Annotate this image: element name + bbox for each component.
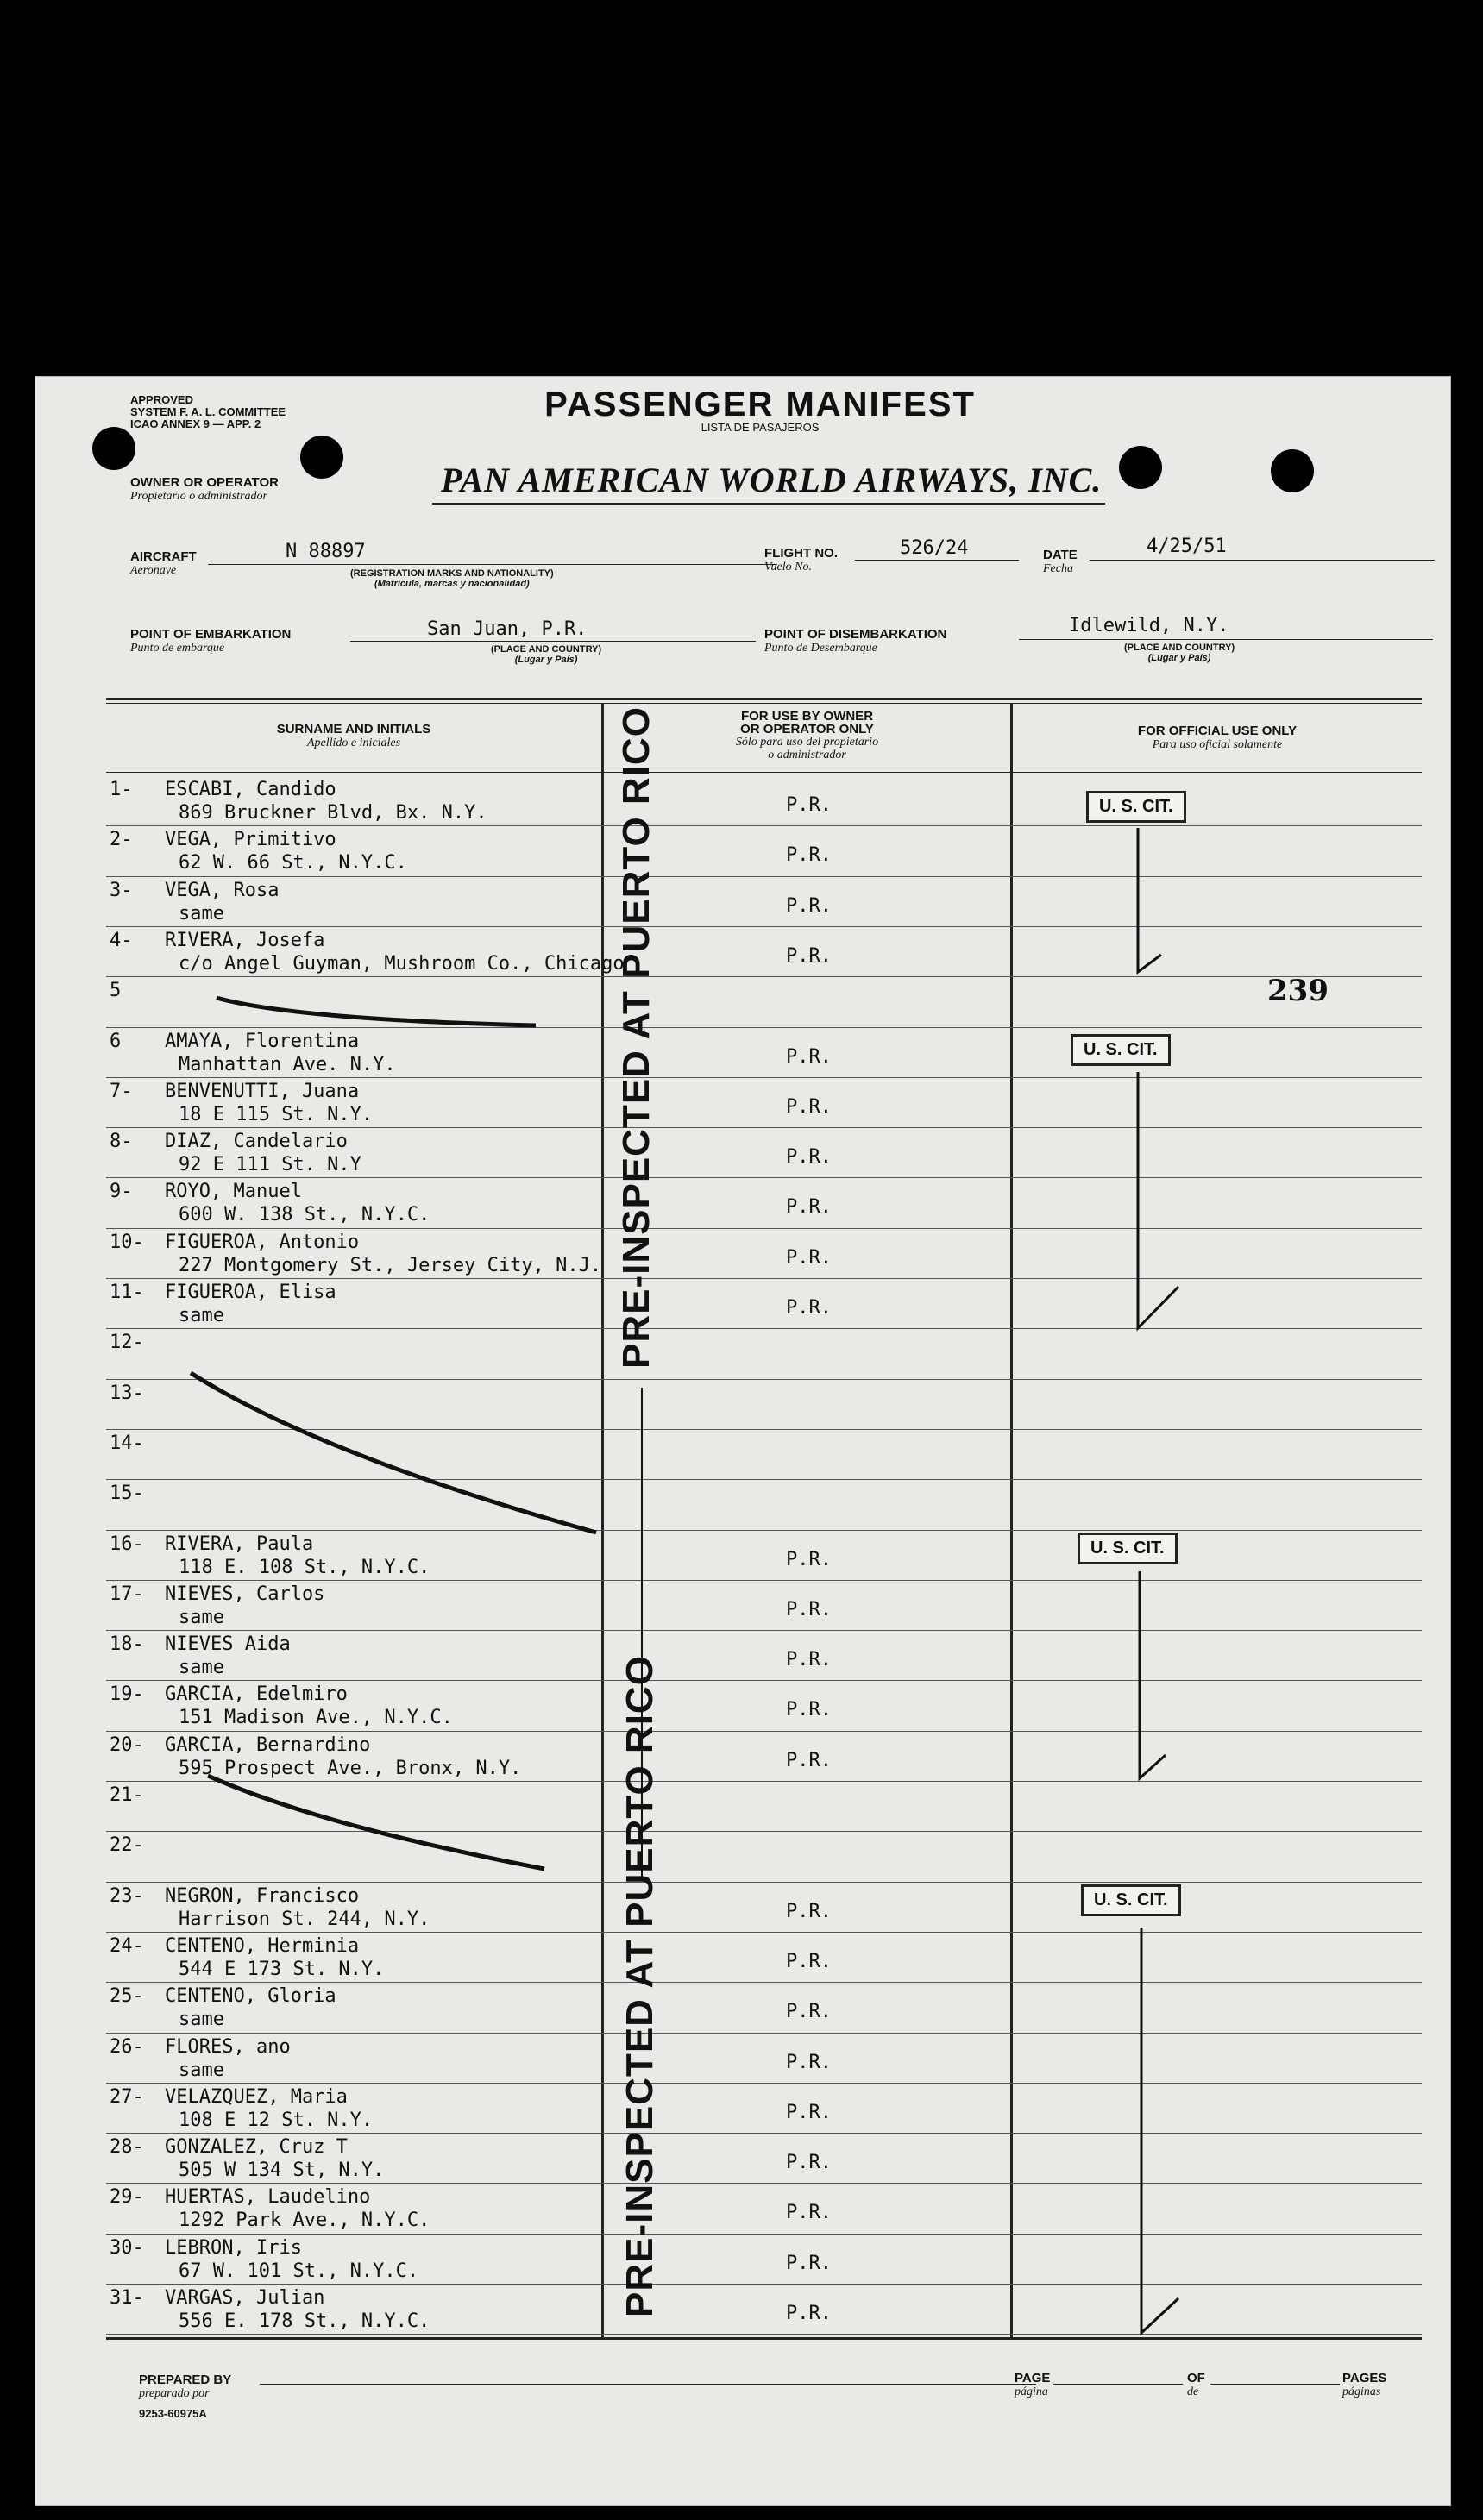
passenger-address: 227 Montgomery St., Jersey City, N.J.: [179, 1254, 602, 1276]
row-number: 17-: [110, 1583, 144, 1605]
column-header-owner-line: OR OPERATOR ONLY: [740, 722, 874, 737]
place-label-es: (Lugar y País): [1147, 653, 1211, 663]
passenger-address: 505 W 134 St, N.Y.: [179, 2160, 385, 2182]
bracket-line: [1138, 828, 1161, 972]
registration-label-es: (Matrícula, marcas y nacionalidad): [374, 579, 530, 589]
column-header-owner-es: o administrador: [768, 749, 846, 762]
passenger-address: same: [179, 902, 224, 925]
row-number: 6: [110, 1030, 122, 1052]
manifest-sheet: [35, 376, 1451, 2506]
column-header-owner-line: FOR USE BY OWNER: [740, 709, 874, 724]
passenger-address: 595 Prospect Ave., Bronx, N.Y.: [179, 1757, 522, 1779]
of-label-es: de: [1187, 2385, 1199, 2398]
column-header-surname-label: SURNAME AND INITIALS: [276, 722, 431, 737]
origin-code: P.R.: [786, 2202, 832, 2224]
origin-code: P.R.: [786, 1900, 832, 1922]
row-number: 8-: [110, 1131, 133, 1153]
pages-label-block: [1342, 2371, 1386, 2399]
row-number: 19-: [110, 1683, 144, 1706]
passenger-name: RIVERA, Josefa: [165, 929, 325, 951]
strike-line: [191, 1373, 596, 1533]
passenger-name: CENTENO, Gloria: [165, 1985, 336, 2008]
row-number: 3-: [110, 879, 133, 901]
origin-code: P.R.: [786, 894, 832, 917]
origin-code: P.R.: [786, 1548, 832, 1570]
passenger-address: 544 E 173 St. N.Y.: [179, 1958, 385, 1980]
pages-label: PAGES: [1342, 2371, 1387, 2385]
row-number: 12-: [110, 1332, 144, 1354]
strike-marks: [35, 377, 1450, 2505]
row-number: 7-: [110, 1080, 133, 1102]
passenger-address: 62 W. 66 St., N.Y.C.: [179, 852, 407, 874]
origin-code: P.R.: [786, 2101, 832, 2123]
preinspected-stamp: PRE-INSPECTED AT PUERTO RICO: [615, 706, 657, 1369]
origin-code: P.R.: [786, 1246, 832, 1269]
row-number: 24-: [110, 1934, 144, 1957]
column-header-official-es: Para uso oficial solamente: [1152, 738, 1283, 751]
row-number: 15-: [110, 1483, 144, 1505]
row-number: 11-: [110, 1282, 144, 1303]
us-cit-stamp: U. S. CIT.: [1086, 791, 1186, 823]
passenger-name: ROYO, Manuel: [165, 1181, 302, 1203]
passenger-address: same: [179, 1305, 224, 1326]
passenger-address: same: [179, 2009, 224, 2031]
row5-mark: 239: [1267, 974, 1329, 1008]
form-number: 9253-60975A: [139, 2407, 207, 2420]
passenger-name: GARCIA, Bernardino: [165, 1733, 371, 1756]
passenger-name: FIGUEROA, Antonio: [165, 1231, 360, 1253]
strike-line: [208, 1776, 544, 1869]
place-label-es: (Lugar y País): [514, 655, 578, 665]
page-label-es: página: [1015, 2385, 1048, 2398]
of-label-block: [1187, 2371, 1205, 2399]
prepared-label: PREPARED BY: [139, 2373, 232, 2387]
date-label-es: Fecha: [1043, 562, 1073, 575]
row-number: 14-: [110, 1432, 144, 1454]
aircraft-value: N 88897: [286, 541, 366, 562]
origin-code: P.R.: [786, 1045, 832, 1068]
passenger-address: 1292 Park Ave., N.Y.C.: [179, 2210, 430, 2232]
origin-code: P.R.: [786, 794, 832, 816]
column-header-official-label: FOR OFFICIAL USE ONLY: [1137, 724, 1298, 738]
embark-label-es: Punto de embarque: [130, 642, 225, 655]
row-number: 10-: [110, 1231, 144, 1253]
passenger-name: DIAZ, Candelario: [165, 1131, 348, 1153]
date-label: DATE: [1043, 548, 1078, 562]
approval-line: ICAO ANNEX 9 — APP. 2: [130, 417, 261, 430]
row-number: 27-: [110, 2085, 144, 2108]
origin-code: P.R.: [786, 844, 832, 867]
registration-label: (REGISTRATION MARKS AND NATIONALITY): [350, 568, 554, 579]
passenger-address: 118 E. 108 St., N.Y.C.: [179, 1556, 430, 1578]
passenger-address: 108 E 12 St. N.Y.: [179, 2109, 374, 2131]
passenger-name: GARCIA, Edelmiro: [165, 1683, 348, 1706]
passenger-address: Harrison St. 244, N.Y.: [179, 1908, 430, 1930]
passenger-name: FIGUEROA, Elisa: [165, 1282, 336, 1303]
us-cit-stamp: U. S. CIT.: [1078, 1533, 1178, 1564]
passenger-name: NIEVES Aida: [165, 1633, 291, 1656]
date-value: 4/25/51: [1147, 536, 1227, 557]
disembark-value: Idlewild, N.Y.: [1069, 615, 1229, 636]
passenger-address: 67 W. 101 St., N.Y.C.: [179, 2260, 419, 2282]
origin-code: P.R.: [786, 2252, 832, 2274]
passenger-name: VELAZQUEZ, Maria: [165, 2085, 348, 2108]
row-number: 28-: [110, 2136, 144, 2159]
passenger-address: same: [179, 2059, 224, 2081]
passenger-name: VEGA, Rosa: [165, 879, 280, 901]
passenger-name: CENTENO, Herminia: [165, 1934, 360, 1957]
preinspected-stamp: PRE-INSPECTED AT PUERTO RICO: [619, 1655, 661, 2317]
page-title: PASSENGER MANIFEST: [544, 386, 976, 423]
origin-code: P.R.: [786, 2051, 832, 2073]
bracket-line: [1138, 1072, 1178, 1328]
row-number: 21-: [110, 1784, 144, 1806]
passenger-address: 869 Bruckner Blvd, Bx. N.Y.: [179, 802, 487, 824]
row-number: 4-: [110, 929, 133, 951]
row-number: 23-: [110, 1884, 144, 1907]
pages-label-es: páginas: [1342, 2385, 1381, 2398]
embark-value: San Juan, P.R.: [427, 618, 588, 640]
passenger-address: 151 Madison Ave., N.Y.C.: [179, 1707, 453, 1729]
passenger-name: GONZALEZ, Cruz T: [165, 2136, 348, 2159]
approval-line: APPROVED: [130, 393, 193, 406]
passenger-name: BENVENUTTI, Juana: [165, 1080, 360, 1102]
flight-label: FLIGHT NO.: [764, 546, 838, 561]
row-number: 22-: [110, 1834, 144, 1857]
embark-label: POINT OF EMBARKATION: [130, 627, 292, 642]
bracket-line: [1140, 1571, 1166, 1778]
row-number: 16-: [110, 1533, 144, 1555]
row-number: 30-: [110, 2236, 144, 2259]
row-number: 20-: [110, 1733, 144, 1756]
origin-code: P.R.: [786, 944, 832, 967]
operator-name: PAN AMERICAN WORLD AIRWAYS, INC.: [441, 461, 1103, 499]
disembark-label-es: Punto de Desembarque: [764, 642, 877, 655]
flight-value: 526/24: [900, 537, 969, 559]
column-header-owner-es: Sólo para uso del propietario: [735, 736, 879, 749]
owner-label: OWNER OR OPERATOR: [130, 475, 279, 490]
owner-label-es: Propietario o administrador: [130, 490, 267, 503]
passenger-address: same: [179, 1657, 224, 1679]
prepared-label-es: preparado por: [139, 2387, 210, 2400]
page-label-block: [1015, 2371, 1050, 2399]
of-label: OF: [1187, 2371, 1205, 2385]
page-title-es: LISTA DE PASAJEROS: [701, 421, 820, 434]
passenger-name: NEGRON, Francisco: [165, 1884, 360, 1907]
row-number: 25-: [110, 1985, 144, 2008]
place-label: (PLACE AND COUNTRY): [1124, 643, 1235, 653]
disembark-label: POINT OF DISEMBARKATION: [764, 627, 947, 642]
place-label: (PLACE AND COUNTRY): [491, 644, 602, 655]
aircraft-label: AIRCRAFT: [130, 549, 197, 564]
strike-line: [217, 998, 536, 1025]
row-number: 5: [110, 980, 122, 1002]
row-number: 1-: [110, 779, 133, 800]
origin-code: P.R.: [786, 2001, 832, 2023]
passenger-name: LEBRON, Iris: [165, 2236, 302, 2259]
passenger-name: FLORES, ano: [165, 2035, 291, 2058]
passenger-address: 18 E 115 St. N.Y.: [179, 1103, 374, 1125]
us-cit-stamp: U. S. CIT.: [1081, 1884, 1181, 1916]
row-number: 31-: [110, 2287, 144, 2309]
passenger-address: c/o Angel Guyman, Mushroom Co., Chicago: [179, 952, 625, 975]
origin-code: P.R.: [786, 2152, 832, 2174]
flight-label-es: Vuelo No.: [764, 561, 812, 574]
us-cit-stamp: U. S. CIT.: [1071, 1034, 1171, 1066]
origin-code: P.R.: [786, 1749, 832, 1771]
aircraft-label-es: Aeronave: [130, 564, 177, 577]
approval-line: SYSTEM F. A. L. COMMITTEE: [130, 405, 286, 418]
row-number: 18-: [110, 1633, 144, 1656]
passenger-address: same: [179, 1606, 224, 1628]
prepared-block: [139, 2373, 231, 2420]
passenger-name: RIVERA, Paula: [165, 1533, 314, 1555]
passenger-name: VARGAS, Julian: [165, 2287, 325, 2309]
row-number: 29-: [110, 2186, 144, 2209]
passenger-name: ESCABI, Candido: [165, 779, 336, 800]
origin-code: P.R.: [786, 2303, 832, 2324]
passenger-address: 92 E 111 St. N.Y: [179, 1154, 361, 1176]
row-number: 26-: [110, 2035, 144, 2058]
origin-code: P.R.: [786, 1095, 832, 1118]
passenger-name: AMAYA, Florentina: [165, 1030, 360, 1052]
origin-code: P.R.: [786, 1699, 832, 1721]
passenger-name: NIEVES, Carlos: [165, 1583, 325, 1605]
origin-code: P.R.: [786, 1146, 832, 1169]
origin-code: P.R.: [786, 1297, 832, 1319]
page-label: PAGE: [1015, 2371, 1051, 2385]
origin-code: P.R.: [786, 1598, 832, 1620]
origin-code: P.R.: [786, 1649, 832, 1671]
origin-code: P.R.: [786, 1196, 832, 1219]
passenger-name: HUERTAS, Laudelino: [165, 2186, 371, 2209]
row-number: 13-: [110, 1382, 144, 1404]
passenger-address: Manhattan Ave. N.Y.: [179, 1053, 396, 1075]
passenger-address: 600 W. 138 St., N.Y.C.: [179, 1204, 430, 1226]
row-number: 9-: [110, 1181, 133, 1203]
row-number: 2-: [110, 829, 133, 851]
origin-code: P.R.: [786, 1950, 832, 1972]
passenger-name: VEGA, Primitivo: [165, 829, 336, 851]
column-header-surname-es: Apellido e iniciales: [306, 737, 401, 749]
passenger-address: 556 E. 178 St., N.Y.C.: [179, 2310, 430, 2332]
bracket-line: [1141, 1928, 1178, 2333]
